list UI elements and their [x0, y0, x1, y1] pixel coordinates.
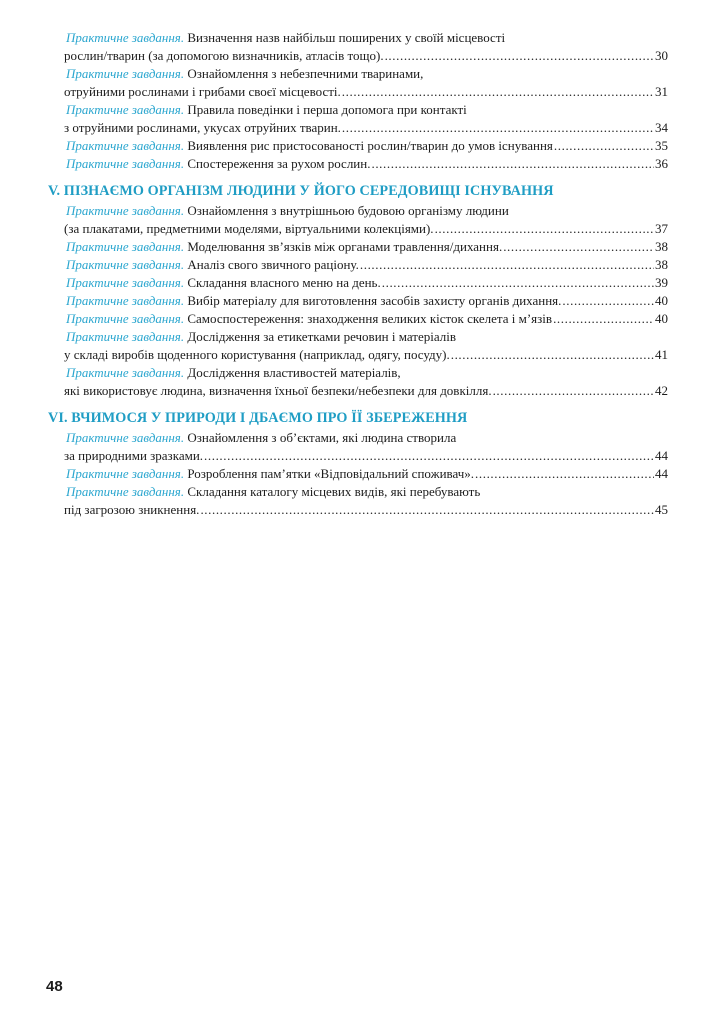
entry-prefix: Практичне завдання. — [66, 30, 185, 45]
page-ref: 41 — [655, 347, 668, 362]
toc-entry — [66, 328, 668, 364]
entry-text: Розроблення пам’ятки «Відповідальний споживач». — [187, 466, 475, 481]
dot-leader — [562, 292, 654, 310]
entry-prefix: Практичне завдання. — [66, 311, 185, 326]
entry-text: Ознайомлення з внутрішньою будовою організму людини — [187, 203, 509, 218]
page-ref: 44 — [655, 466, 668, 481]
page-ref: 35 — [655, 138, 668, 153]
entry-text: Ознайомлення з об’єктами, які людина створила — [187, 430, 457, 445]
entry-text: під загрозою зникнення. — [64, 502, 200, 517]
dot-leader — [451, 346, 654, 364]
toc-entry — [66, 155, 668, 173]
entry-text: Складання каталогу місцевих видів, які перебувають — [187, 484, 481, 499]
page-ref: 42 — [655, 383, 668, 398]
entry-text: Дослідження властивостей матеріалів, — [187, 365, 401, 380]
section-heading-vi: VI. ВЧИМОСЯ У ПРИРОДИ І ДБАЄМО ПРО ЇЇ ЗБЕРЕЖЕННЯ — [48, 410, 468, 426]
dot-leader — [382, 274, 654, 292]
entry-prefix: Практичне завдання. — [66, 430, 185, 445]
entry-text: Спостереження за рухом рослин. — [187, 156, 371, 171]
toc-entry — [66, 137, 668, 155]
toc-entry — [66, 310, 668, 328]
page-ref: 40 — [655, 293, 668, 308]
entry-text: які використовує людина, визначення їхньої безпеки/небезпеки для довкілля. — [64, 383, 492, 398]
page-ref: 37 — [655, 221, 668, 236]
entry-text: Правила поведінки і перша допомога при контакті — [187, 102, 467, 117]
entry-text: рослин/тварин (за допомогою визначників, атласів тощо). — [64, 48, 384, 63]
entry-prefix: Практичне завдання. — [66, 138, 185, 153]
toc-entry — [66, 429, 668, 465]
dot-leader — [493, 382, 654, 400]
entry-text: (за плакатами, предметними моделями, віртуальними колекціями). — [64, 221, 434, 236]
toc-entry — [66, 29, 668, 65]
entry-text: Ознайомлення з небезпечними тваринами, — [187, 66, 424, 81]
toc-entry — [66, 292, 668, 310]
toc-entry — [66, 238, 668, 256]
entry-prefix: Практичне завдання. — [66, 466, 185, 481]
entry-text: з отруйними рослинами, укусах отруйних тварин. — [64, 120, 341, 135]
dot-leader — [204, 447, 654, 465]
entry-prefix: Практичне завдання. — [66, 484, 185, 499]
entry-text: Складання власного меню на день. — [187, 275, 381, 290]
dot-leader — [200, 501, 654, 519]
page-number: 48 — [46, 978, 63, 995]
table-of-contents — [48, 29, 668, 519]
page-ref: 36 — [655, 156, 668, 171]
page-ref: 44 — [655, 448, 668, 463]
page-ref: 38 — [655, 257, 668, 272]
entry-text: Аналіз свого звичного раціону. — [187, 257, 359, 272]
dot-leader — [553, 310, 654, 328]
entry-text: отруйними рослинами і грибами своєї місцевості. — [64, 84, 341, 99]
toc-entry — [66, 202, 668, 238]
dot-leader — [435, 220, 654, 238]
page-ref: 45 — [655, 502, 668, 517]
toc-entry — [66, 256, 668, 274]
page-ref: 31 — [655, 84, 668, 99]
entry-prefix: Практичне завдання. — [66, 293, 185, 308]
entry-text: Вибір матеріалу для виготовлення засобів захисту органів дихання. — [187, 293, 562, 308]
dot-leader — [503, 238, 654, 256]
entry-text: Виявлення рис пристосованості рослин/тварин до умов існування — [187, 138, 553, 153]
entry-prefix: Практичне завдання. — [66, 156, 185, 171]
entry-prefix: Практичне завдання. — [66, 329, 185, 344]
entry-prefix: Практичне завдання. — [66, 257, 185, 272]
section-heading-v: V. ПІЗНАЄМО ОРГАНІЗМ ЛЮДИНИ У ЙОГО СЕРЕДОВИЩІ ІСНУВАННЯ — [48, 183, 554, 199]
entry-prefix: Практичне завдання. — [66, 365, 185, 380]
entry-prefix: Практичне завдання. — [66, 275, 185, 290]
entry-text: Дослідження за етикетками речовин і матеріалів — [187, 329, 456, 344]
dot-leader — [342, 119, 654, 137]
entry-text: Моделювання зв’язків між органами травлення/дихання. — [187, 239, 503, 254]
toc-group-top — [66, 29, 668, 173]
dot-leader — [385, 47, 654, 65]
toc-section-vi — [66, 429, 668, 519]
dot-leader — [360, 256, 654, 274]
toc-entry — [66, 465, 668, 483]
dot-leader — [554, 137, 654, 155]
entry-prefix: Практичне завдання. — [66, 203, 185, 218]
entry-prefix: Практичне завдання. — [66, 102, 185, 117]
entry-text: Самоспостереження: знаходження великих кісток скелета і м’язів — [187, 311, 553, 326]
toc-section-v — [66, 202, 668, 400]
entry-text: Визначення назв найбільш поширених у своїй місцевості — [187, 30, 506, 45]
page-ref: 38 — [655, 239, 668, 254]
toc-entry — [66, 101, 668, 137]
dot-leader — [371, 155, 654, 173]
page-ref: 39 — [655, 275, 668, 290]
toc-entry — [66, 274, 668, 292]
entry-text: у складі виробів щоденного користування (наприклад, одягу, посуду). — [64, 347, 450, 362]
dot-leader — [475, 465, 654, 483]
page-ref: 34 — [655, 120, 668, 135]
toc-entry — [66, 364, 668, 400]
page-ref: 30 — [655, 48, 668, 63]
dot-leader — [342, 83, 654, 101]
entry-prefix: Практичне завдання. — [66, 66, 185, 81]
entry-text: за природними зразками. — [64, 448, 204, 463]
entry-prefix: Практичне завдання. — [66, 239, 185, 254]
page-ref: 40 — [655, 311, 668, 326]
toc-entry — [66, 483, 668, 519]
toc-entry — [66, 65, 668, 101]
